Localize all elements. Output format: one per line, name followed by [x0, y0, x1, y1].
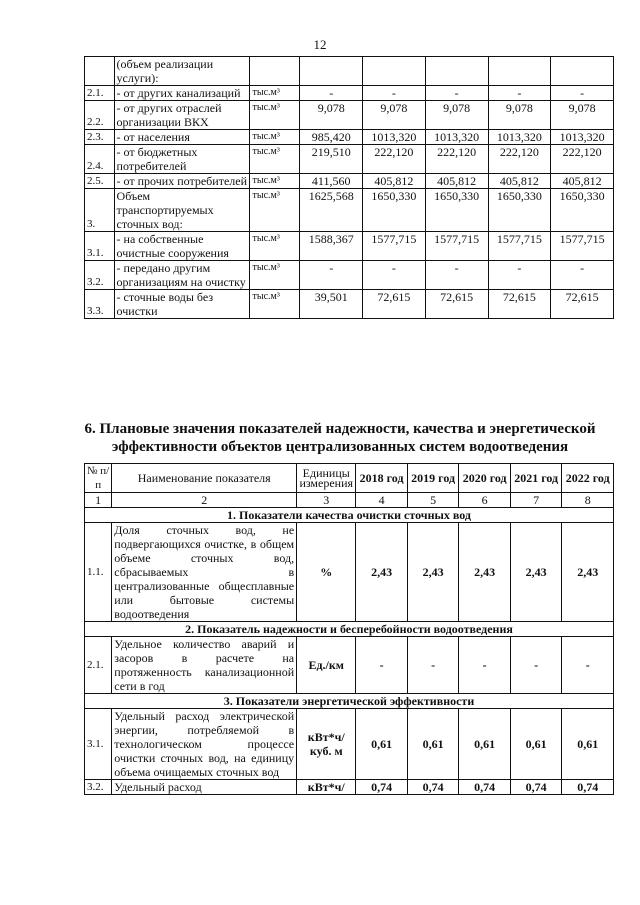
row-number [85, 57, 115, 86]
row-number: 2.4. [85, 145, 115, 174]
row-name: Удельный расход [112, 780, 297, 795]
row-unit [250, 57, 300, 86]
header-year: 2019 год [407, 464, 459, 493]
row-value: 2,43 [407, 523, 459, 622]
section-heading: 2. Показатель надежности и бесперебойности водоотведения [85, 622, 614, 637]
row-value: 0,74 [356, 780, 408, 795]
row-value: 411,560 [300, 174, 363, 189]
row-number: 1.1. [85, 523, 112, 622]
row-value: 1650,330 [363, 189, 426, 232]
row-value: 39,501 [300, 290, 363, 319]
row-number: 2.2. [85, 101, 115, 130]
row-value: 1577,715 [488, 232, 551, 261]
col-number: 4 [356, 493, 408, 508]
row-value: - [562, 637, 614, 694]
table-row [85, 57, 614, 86]
header-unit: Единицы измерения [297, 464, 356, 493]
row-value: 0,61 [356, 709, 408, 780]
row-unit: кВт*ч/ куб. м [297, 709, 356, 780]
row-value: 222,120 [363, 145, 426, 174]
row-value: 9,078 [551, 101, 614, 130]
row-number: 3.3. [85, 290, 115, 319]
page-number: 12 [313, 37, 327, 52]
row-value: 1650,330 [488, 189, 551, 232]
section-row [85, 622, 614, 637]
row-value: 72,615 [425, 290, 488, 319]
col-number: 6 [459, 493, 511, 508]
row-number: 3.2. [85, 261, 115, 290]
row-value: 405,812 [363, 174, 426, 189]
col-number: 1 [85, 493, 112, 508]
row-value: 72,615 [488, 290, 551, 319]
row-unit: % [297, 523, 356, 622]
row-name: - от других канализаций [114, 86, 250, 101]
row-unit: тыс.м³ [250, 189, 300, 232]
row-name: Удельный расход электрической энергии, потребляемой в технологическом процессе очистки сточных вод, на единицу объема очищаемых сточных вод [112, 709, 297, 780]
row-number: 2.1. [85, 637, 112, 694]
table-row [85, 523, 614, 622]
row-number: 3.1. [85, 232, 115, 261]
row-value: - [300, 86, 363, 101]
section-heading: 3. Показатели энергетической эффективности [85, 694, 614, 709]
row-value: 405,812 [551, 174, 614, 189]
row-value: 222,120 [488, 145, 551, 174]
row-value [363, 57, 426, 86]
row-value: 1577,715 [363, 232, 426, 261]
row-value: 985,420 [300, 130, 363, 145]
row-value: - [488, 86, 551, 101]
row-value: 72,615 [551, 290, 614, 319]
row-value: 1013,320 [488, 130, 551, 145]
row-value: - [459, 637, 511, 694]
row-value: 1013,320 [425, 130, 488, 145]
row-name: - от прочих потребителей [114, 174, 250, 189]
row-number: 3. [85, 189, 115, 232]
table-row [85, 174, 614, 189]
row-value: 222,120 [425, 145, 488, 174]
header-year: 2022 год [562, 464, 614, 493]
row-unit: Ед./км [297, 637, 356, 694]
row-value: 9,078 [488, 101, 551, 130]
table-row [85, 637, 614, 694]
row-number: 2.5. [85, 174, 115, 189]
row-name: - от населения [114, 130, 250, 145]
row-unit: тыс.м³ [250, 86, 300, 101]
row-value: 1625,568 [300, 189, 363, 232]
row-unit: тыс.м³ [250, 290, 300, 319]
row-value: 2,43 [562, 523, 614, 622]
table-row [85, 709, 614, 780]
row-value: - [551, 86, 614, 101]
row-number: 3.1. [85, 709, 112, 780]
row-value: 0,61 [407, 709, 459, 780]
table-row [85, 130, 614, 145]
header-year: 2020 год [459, 464, 511, 493]
row-value: 1577,715 [551, 232, 614, 261]
row-value: - [300, 261, 363, 290]
header-row [85, 464, 614, 493]
row-value [551, 57, 614, 86]
row-value: - [425, 261, 488, 290]
row-value: 1013,320 [363, 130, 426, 145]
row-value: 1588,367 [300, 232, 363, 261]
table-row [85, 189, 614, 232]
header-year: 2021 год [510, 464, 562, 493]
row-value: 0,61 [459, 709, 511, 780]
row-value: - [551, 261, 614, 290]
row-value: 2,43 [459, 523, 511, 622]
row-value: 0,74 [562, 780, 614, 795]
table-row [85, 261, 614, 290]
header-name: Наименование показателя [112, 464, 297, 493]
row-unit: тыс.м³ [250, 261, 300, 290]
row-value: 222,120 [551, 145, 614, 174]
row-value: 0,61 [562, 709, 614, 780]
row-unit: тыс.м³ [250, 101, 300, 130]
row-value: 405,812 [488, 174, 551, 189]
row-name: - на собственные очистные сооружения [114, 232, 250, 261]
table-row [85, 290, 614, 319]
section-row [85, 694, 614, 709]
col-number: 8 [562, 493, 614, 508]
row-name: Удельное количество аварий и засоров в расчете на протяженность канализационной сети в год [112, 637, 297, 694]
indicators-table [84, 463, 614, 795]
column-number-row [85, 493, 614, 508]
row-value: 219,510 [300, 145, 363, 174]
row-number: 3.2. [85, 780, 112, 795]
table-row [85, 232, 614, 261]
row-value: 2,43 [510, 523, 562, 622]
row-value [488, 57, 551, 86]
col-number: 7 [510, 493, 562, 508]
row-value: 2,43 [356, 523, 408, 622]
row-number: 2.3. [85, 130, 115, 145]
col-number: 5 [407, 493, 459, 508]
header-num: № п/п [85, 464, 112, 493]
table-row [85, 86, 614, 101]
row-value: - [425, 86, 488, 101]
row-name: - от бюджетных потребителей [114, 145, 250, 174]
col-number: 3 [297, 493, 356, 508]
row-value: 405,812 [425, 174, 488, 189]
row-value: 0,74 [510, 780, 562, 795]
row-value: - [510, 637, 562, 694]
row-value [300, 57, 363, 86]
row-value: - [363, 86, 426, 101]
row-unit: тыс.м³ [250, 145, 300, 174]
table-row [85, 101, 614, 130]
row-value: 1650,330 [551, 189, 614, 232]
table-row [85, 145, 614, 174]
row-value: 1013,320 [551, 130, 614, 145]
row-value: 72,615 [363, 290, 426, 319]
row-value: 9,078 [363, 101, 426, 130]
volume-table [84, 56, 614, 319]
row-value: - [363, 261, 426, 290]
row-value: 0,61 [510, 709, 562, 780]
row-name: - передано другим организациям на очистку [114, 261, 250, 290]
row-value: - [356, 637, 408, 694]
header-year: 2018 год [356, 464, 408, 493]
row-name: Доля сточных вод, не подвергающихся очистке, в общем объеме сточных вод, сбрасываемых в централизованные общесплавные или бытовые системы водоотведения [112, 523, 297, 622]
row-value: - [407, 637, 459, 694]
table-row [85, 780, 614, 795]
row-value: 1577,715 [425, 232, 488, 261]
row-unit: кВт*ч/ [297, 780, 356, 795]
row-value: 1650,330 [425, 189, 488, 232]
row-name: - сточные воды без очистки [114, 290, 250, 319]
row-value: 0,74 [407, 780, 459, 795]
section-row [85, 508, 614, 523]
row-value [425, 57, 488, 86]
row-value: - [488, 261, 551, 290]
row-unit: тыс.м³ [250, 232, 300, 261]
row-value: 9,078 [425, 101, 488, 130]
row-unit: тыс.м³ [250, 130, 300, 145]
section-title: 6. Плановые значения показателей надежности, качества и энергетической эффективности объектов централизованных систем водоотведения [84, 421, 596, 455]
col-number: 2 [112, 493, 297, 508]
row-name: Объем транспортируемых сточных вод: [114, 189, 250, 232]
row-number: 2.1. [85, 86, 115, 101]
row-unit: тыс.м³ [250, 174, 300, 189]
row-name: (объем реализации услуги): [114, 57, 250, 86]
section-heading: 1. Показатели качества очистки сточных вод [85, 508, 614, 523]
row-value: 0,74 [459, 780, 511, 795]
row-name: - от других отраслей организации ВКХ [114, 101, 250, 130]
row-value: 9,078 [300, 101, 363, 130]
